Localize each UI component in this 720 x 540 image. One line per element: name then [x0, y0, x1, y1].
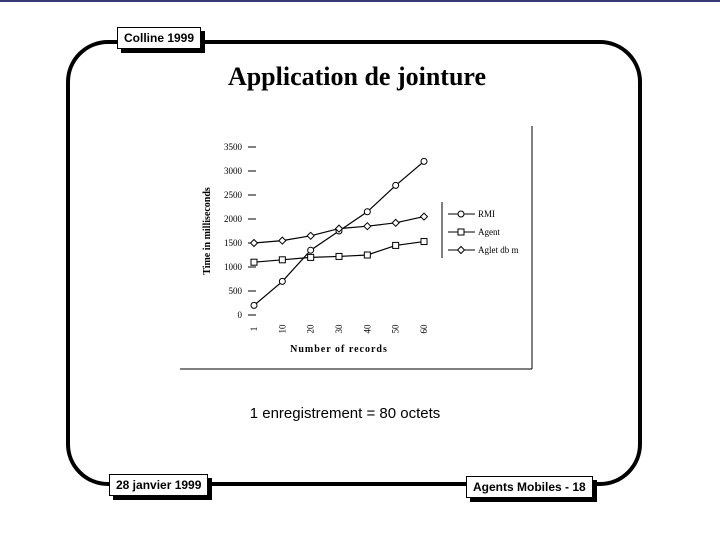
data-point — [364, 252, 370, 258]
y-tick-label: 3000 — [224, 166, 242, 176]
data-point — [421, 158, 427, 164]
header-tag: Colline 1999 — [117, 27, 201, 49]
legend-marker — [458, 247, 465, 254]
top-rule — [0, 0, 720, 2]
data-point — [308, 247, 314, 253]
x-tick-label: 60 — [419, 324, 429, 334]
y-tick-label: 500 — [228, 286, 242, 296]
y-axis-label: Time in milliseconds — [202, 187, 213, 275]
data-point — [392, 219, 399, 226]
data-point — [279, 257, 285, 263]
series-square — [251, 239, 427, 266]
data-point — [251, 240, 258, 247]
y-tick-label: 2000 — [224, 214, 242, 224]
data-point — [393, 182, 399, 188]
data-point — [336, 253, 342, 259]
data-point — [308, 254, 314, 260]
footer-page-tag: Agents Mobiles - 18 — [466, 476, 593, 498]
x-tick-label: 20 — [305, 324, 316, 334]
y-tick-label: 1000 — [224, 262, 242, 272]
y-tick-label: 0 — [237, 310, 242, 320]
data-point — [364, 223, 371, 230]
x-tick-label: 1 — [249, 326, 259, 332]
data-point — [421, 239, 427, 245]
x-tick-label: 50 — [390, 324, 401, 334]
series-diamond — [251, 213, 428, 246]
legend-marker — [458, 211, 464, 217]
x-axis-label: Number of records — [290, 344, 388, 355]
slide-title: Application de jointure — [227, 62, 487, 91]
data-point — [251, 259, 257, 265]
data-point — [279, 237, 286, 244]
chart-series — [251, 158, 428, 308]
x-tick-label: 30 — [334, 324, 344, 334]
legend-entry — [448, 209, 495, 219]
y-tick-label: 3500 — [224, 142, 242, 152]
data-point — [421, 213, 428, 220]
data-point — [279, 278, 285, 284]
legend-label: RMI — [478, 209, 496, 219]
series-circle — [251, 158, 427, 308]
chart-legend — [442, 202, 519, 258]
x-tick-label: 10 — [277, 324, 288, 334]
line-chart — [180, 124, 536, 372]
data-point — [364, 209, 370, 215]
legend-entry — [448, 227, 500, 237]
data-point — [393, 242, 399, 248]
data-point — [251, 302, 257, 308]
y-tick-label: 2500 — [224, 190, 242, 200]
slide-caption: 1 enregistrement = 80 octets — [249, 405, 441, 422]
legend-entry — [448, 245, 519, 255]
x-tick-label: 40 — [362, 324, 373, 334]
legend-label: Aglet db m — [478, 245, 519, 255]
footer-date-tag: 28 janvier 1999 — [109, 474, 208, 496]
legend-marker — [458, 229, 464, 235]
data-point — [307, 232, 314, 239]
y-tick-label: 1500 — [224, 238, 242, 248]
legend-label: Agent — [478, 227, 500, 237]
